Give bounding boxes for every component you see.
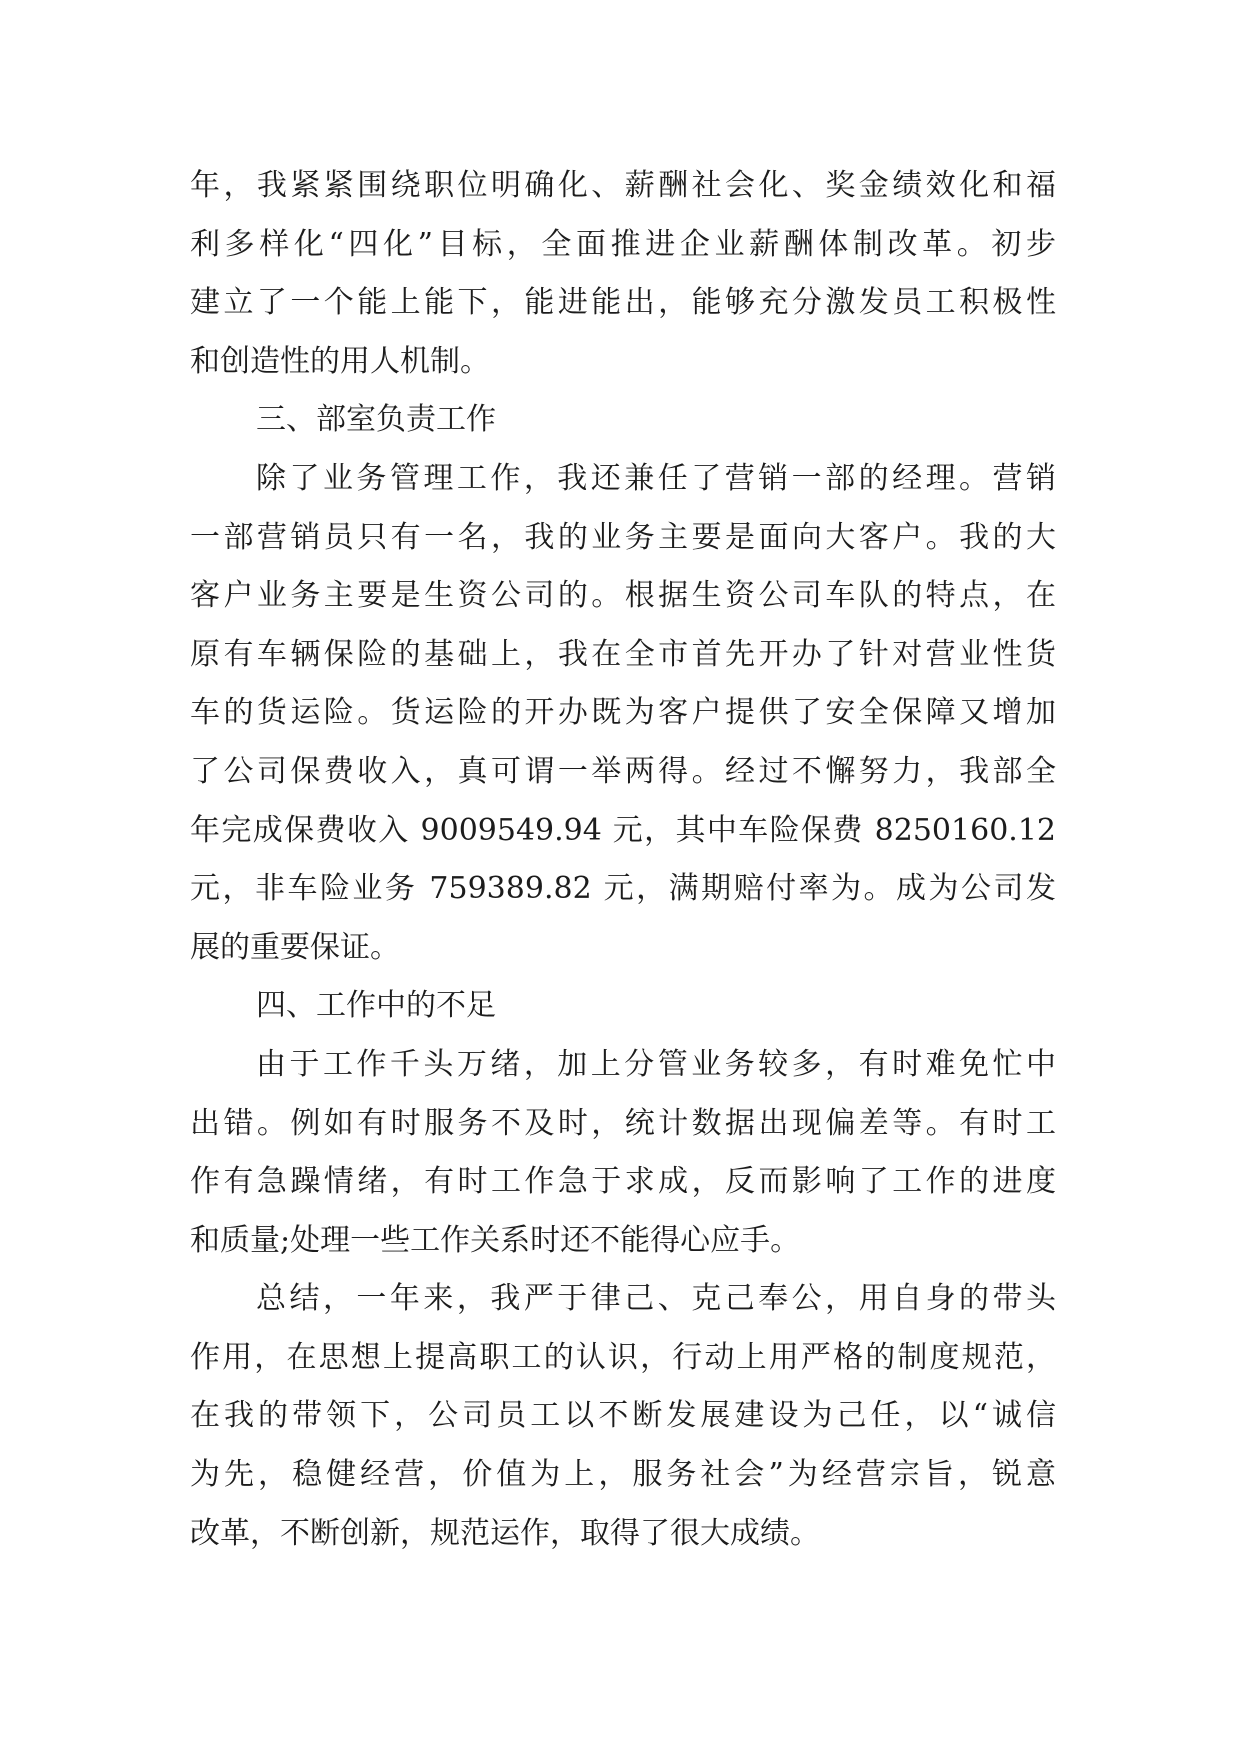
text-line: 由于工作千头万绪，加上分管业务较多，有时难免忙中 — [256, 1046, 1056, 1082]
text-line: 作用，在思想上提高职工的认识，行动上用严格的制度规范， — [190, 1339, 1056, 1375]
text-line: 作有急躁情绪，有时工作急于求成，反而影响了工作的进度 — [190, 1164, 1056, 1200]
text-line: 元，非车险业务 759389.82 元，满期赔付率为。成为公司发 — [190, 871, 1056, 907]
text-line: 客户业务主要是生资公司的。根据生资公司车队的特点，在 — [190, 578, 1056, 614]
text-line: 利多样化“四化”目标，全面推进企业薪酬体制改革。初步 — [190, 226, 1056, 262]
text-line: 和创造性的用人机制。 — [190, 343, 490, 379]
text-line: 年，我紧紧围绕职位明确化、薪酬社会化、奖金绩效化和福 — [190, 168, 1056, 203]
paragraph-section3 — [190, 450, 1056, 977]
text-line: 出错。例如有时服务不及时，统计数据出现偏差等。有时工 — [190, 1105, 1056, 1141]
text-line: 改革，不断创新，规范运作，取得了很大成绩。 — [190, 1515, 820, 1551]
text-line: 建立了一个能上能下，能进能出，能够充分激发员工积极性 — [190, 285, 1056, 321]
paragraph-summary — [190, 1270, 1056, 1563]
text-line: 展的重要保证。 — [190, 929, 400, 965]
paragraph-intro — [190, 157, 1056, 391]
section-heading: 三、部室负责工作 — [256, 402, 496, 438]
text-line: 为先，稳健经营，价值为上，服务社会”为经营宗旨，锐意 — [190, 1457, 1056, 1493]
paragraph-section4 — [190, 1036, 1056, 1270]
document-page — [190, 157, 1056, 1563]
text-line: 一部营销员只有一名，我的业务主要是面向大客户。我的大 — [190, 519, 1056, 555]
text-line: 在我的带领下，公司员工以不断发展建设为己任，以“诚信 — [190, 1398, 1056, 1434]
text-line: 和质量;处理一些工作关系时还不能得心应手。 — [190, 1222, 801, 1258]
text-line: 车的货运险。货运险的开办既为客户提供了安全保障又增加 — [190, 695, 1056, 731]
text-line: 了公司保费收入，真可谓一举两得。经过不懈努力，我部全 — [190, 753, 1056, 789]
text-line: 原有车辆保险的基础上，我在全市首先开办了针对营业性货 — [190, 636, 1056, 672]
text-line: 除了业务管理工作，我还兼任了营销一部的经理。营销 — [256, 460, 1056, 496]
text-line: 总结，一年来，我严于律己、克己奉公，用自身的带头 — [256, 1281, 1056, 1317]
section-heading: 四、工作中的不足 — [256, 988, 496, 1024]
text-line: 年完成保费收入 9009549.94 元，其中车险保费 8250160.12 — [190, 812, 1056, 848]
